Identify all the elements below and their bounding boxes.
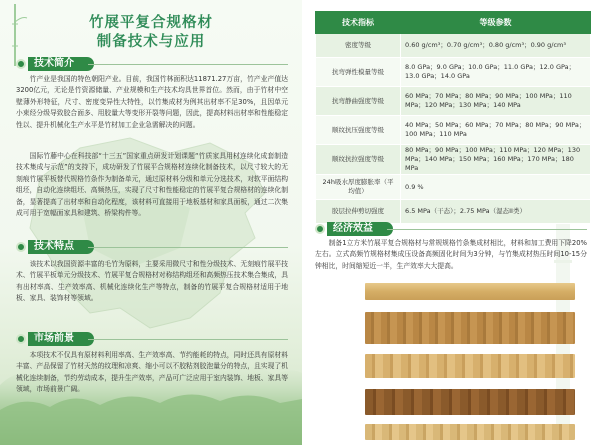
indicator-name: 顺纹抗拉强度等级 bbox=[316, 145, 401, 175]
indicator-value: 8.0 GPa；9.0 GPa；10.0 GPa；11.0 GPa；12.0 GPa；13.0 GPa；14.0 GPa bbox=[401, 58, 591, 87]
intro-paragraph-1: 竹产业是我国的特色朝阳产业。目前，我国竹林面积达11871.27万亩，竹产业产值达3200亿元，无论是竹资源储量、产业规模和生产技术均具世界首位。然而，由于竹材中空壁薄外形特征，尺寸、密度变异性大特性，以竹集成材为例其出材率不足30%，且因单元小束经分级导致胶合面多、用胶量大等变形开裂等问题，因此，提高材料出材率和性能稳定性以、提升机械化生产水平是竹材加工企业急需解决的问题。 bbox=[16, 75, 288, 129]
spec-table-header-row bbox=[316, 12, 591, 34]
indicator-value: 40 MPa；50 MPa；60 MPa；70 MPa；80 MPa；90 MPa；100 MPa；110 MPa bbox=[401, 116, 591, 145]
bamboo-board-image bbox=[365, 312, 575, 344]
indicator-name: 密度等级 bbox=[316, 34, 401, 58]
econ-paragraph: 制备1立方米竹展平复合规格材与常规规格竹条集成材相比，材料和加工费用下降20%左右。立式高频竹规格材集成压设备高频固化时间为3分钟，与竹集成材热压时间10-15分钟相比，时间缩短近一半，生产效率大大提高。 bbox=[315, 239, 587, 270]
section-market-header bbox=[16, 332, 94, 346]
bamboo-board-image bbox=[365, 283, 575, 300]
indicator-name: 顺纹抗压强度等级 bbox=[316, 116, 401, 145]
page-title-line1: 竹展平复合规格材 bbox=[89, 15, 213, 31]
indicator-name: 抗弯静曲强度等级 bbox=[316, 87, 401, 116]
bamboo-board-image bbox=[365, 389, 575, 415]
section-features-header bbox=[16, 240, 94, 254]
table-row bbox=[316, 145, 591, 175]
features-paragraph: 该技术以我国资源丰富的毛竹为原料，主要采用微尺寸和性分级技术、无刻痕竹展平技术、竹展平板单元分级技术、竹展平复合规格材对称结构组坯和高频热压技术集合集成，具有出材率高、生产效率高、机械化连续化生产等特点，制备的竹展平复合规格材适用于地板、家具、装饰材等领域。 bbox=[16, 260, 288, 303]
section-intro-heading: 技术简介 bbox=[28, 57, 94, 71]
bullet-dot-icon bbox=[16, 242, 26, 252]
intro-paragraph-2: 国际竹藤中心在科技部“十三五”国家重点研发计划课题“竹质家具用材连续化成套制造技术集成与示范”的支持下，成功研发了竹展平合规格材连续化制备技术，以尺寸较大的无刻痕竹展平板替代规格竹条作为制备单元，通过原材料分级和单元分选技术，对软平面结构组坯，自动化连续组坯、高频热压，实现了尺寸和性能稳定的竹展平复合规格材的连续化制备，显著提高了出材率和自动化程度，该材料可直接用于地板基材和家具面板，通过二次集成可用于宽幅面家具和建筑、桥梁构件等。 bbox=[16, 152, 288, 218]
indicator-value: 0.9 % bbox=[401, 175, 591, 200]
column-header-grade: 等级参数 bbox=[401, 12, 591, 34]
indicator-name: 24h吸水厚度膨胀率（平均值） bbox=[316, 175, 401, 200]
indicator-name: 胶层拉伸剪切强度 bbox=[316, 200, 401, 224]
section-intro-header bbox=[16, 57, 94, 71]
section-divider bbox=[387, 229, 587, 230]
section-econ-heading: 经济效益 bbox=[327, 222, 393, 236]
section-econ-header bbox=[315, 222, 393, 236]
table-row bbox=[316, 175, 591, 200]
indicator-name: 抗弯弹性模量等级 bbox=[316, 58, 401, 87]
section-market-heading: 市场前景 bbox=[28, 332, 94, 346]
table-row bbox=[316, 116, 591, 145]
bullet-dot-icon bbox=[16, 334, 26, 344]
bamboo-board-image bbox=[365, 424, 575, 440]
indicator-value: 6.5 MPa（干态）；2.75 MPa（湿态II类） bbox=[401, 200, 591, 224]
market-paragraph: 本项技术不仅具有原材料利用率高、生产效率高、节约能耗的特点，同时还具有原材料丰富、产品保留了竹材天然的纹理和凉爽、缩小可以不胶粘剂胶泡量分的特点，且实现了机械化连续制备，节约劳动成本，提升生产效率，产品可广泛应用于室内装饰、地板、家具等领域，市场前景广阔。 bbox=[16, 351, 288, 394]
bamboo-board-image bbox=[365, 354, 575, 378]
indicator-value: 0.60 g/cm³；0.70 g/cm³；0.80 g/cm³；0.90 g/cm³ bbox=[401, 34, 591, 58]
bullet-dot-icon bbox=[16, 59, 26, 69]
table-row bbox=[316, 34, 591, 58]
section-features-heading: 技术特点 bbox=[28, 240, 94, 254]
bullet-dot-icon bbox=[315, 224, 325, 234]
table-row bbox=[316, 58, 591, 87]
spec-table bbox=[315, 11, 591, 224]
section-divider bbox=[88, 64, 288, 65]
indicator-value: 80 MPa；90 MPa；100 MPa；110 MPa；120 MPa；130 MPa；140 MPa；150 MPa；160 MPa；170 MPa；180 MPa bbox=[401, 145, 591, 175]
table-row bbox=[316, 87, 591, 116]
right-panel bbox=[302, 0, 600, 445]
page-title-line2: 制备技术与应用 bbox=[96, 34, 206, 50]
table-row bbox=[316, 200, 591, 224]
indicator-value: 60 MPa；70 MPa；80 MPa；90 MPa；100 MPa；110 MPa；120 MPa；130 MPa；140 MPa bbox=[401, 87, 591, 116]
section-divider bbox=[88, 247, 288, 248]
column-header-indicator: 技术指标 bbox=[316, 12, 401, 34]
section-divider bbox=[88, 339, 288, 340]
